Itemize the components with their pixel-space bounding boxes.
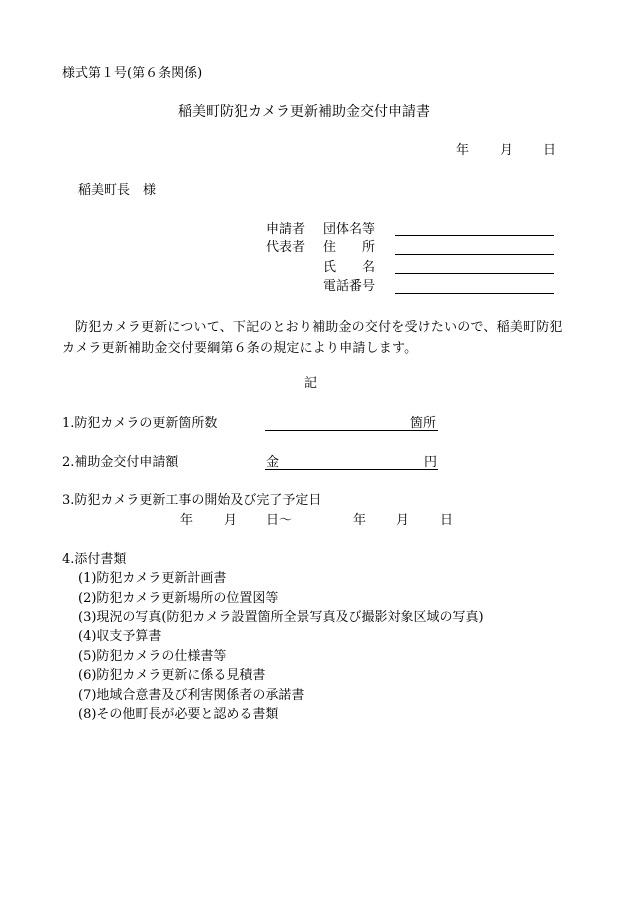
name-label: 氏 名	[323, 260, 376, 275]
form-number: 様式第１号(第６条関係)	[62, 66, 203, 81]
org-name-label: 団体名等	[323, 222, 376, 237]
attachment-item: (3)現況の写真(防犯カメラ設置箇所全景写真及び撮影対象区域の写真)	[78, 610, 484, 625]
subsidy-amount-field[interactable]	[265, 469, 438, 470]
end-month: 月	[396, 513, 410, 528]
start-month: 月	[224, 513, 238, 528]
attachment-item: (2)防犯カメラ更新場所の位置図等	[78, 591, 279, 606]
date-year: 年	[456, 143, 470, 158]
item-1-label: 1.防犯カメラの更新箇所数	[62, 416, 218, 431]
attachment-item: (8)その他町長が必要と認める書類	[78, 707, 279, 722]
phone-label: 電話番号	[323, 279, 376, 294]
address-label: 住 所	[323, 240, 376, 255]
end-year: 年	[353, 513, 367, 528]
attachment-item: (4)収支予算書	[78, 629, 162, 644]
item-2-prefix: 金	[266, 455, 280, 470]
name-field[interactable]	[395, 273, 554, 274]
document-title: 稲美町防犯カメラ更新補助金交付申請書	[178, 104, 430, 120]
attachment-item: (1)防犯カメラ更新計画書	[78, 571, 227, 586]
item-4-label: 4.添付書類	[62, 552, 127, 567]
applicant-role-label: 申請者	[266, 222, 306, 237]
start-day: 日～	[266, 513, 293, 528]
start-year: 年	[180, 513, 194, 528]
attachment-item: (5)防犯カメラの仕様書等	[78, 649, 227, 664]
item-3-label: 3.防犯カメラ更新工事の開始及び完了予定日	[62, 493, 322, 508]
attachment-item: (6)防犯カメラ更新に係る見積書	[78, 668, 266, 683]
org-name-field[interactable]	[395, 235, 554, 236]
addressee: 稲美町長 様	[78, 183, 157, 198]
attachment-item: (7)地域合意書及び利害関係者の承諾書	[78, 688, 305, 703]
phone-field[interactable]	[395, 293, 554, 294]
item-2-label: 2.補助金交付申請額	[62, 455, 179, 470]
ki-heading: 記	[304, 376, 318, 391]
address-field[interactable]	[395, 254, 554, 255]
date-day: 日	[543, 143, 557, 158]
intro-paragraph: 防犯カメラ更新について、下記のとおり補助金の交付を受けたいので、稲美町防犯カメラ更新補助金交付要綱第６条の規定により申請します。	[62, 320, 563, 356]
representative-role-label: 代表者	[266, 240, 306, 255]
date-month: 月	[500, 143, 514, 158]
end-day: 日	[440, 513, 454, 528]
item-1-unit: 箇所	[410, 416, 437, 431]
item-2-unit: 円	[424, 455, 438, 470]
